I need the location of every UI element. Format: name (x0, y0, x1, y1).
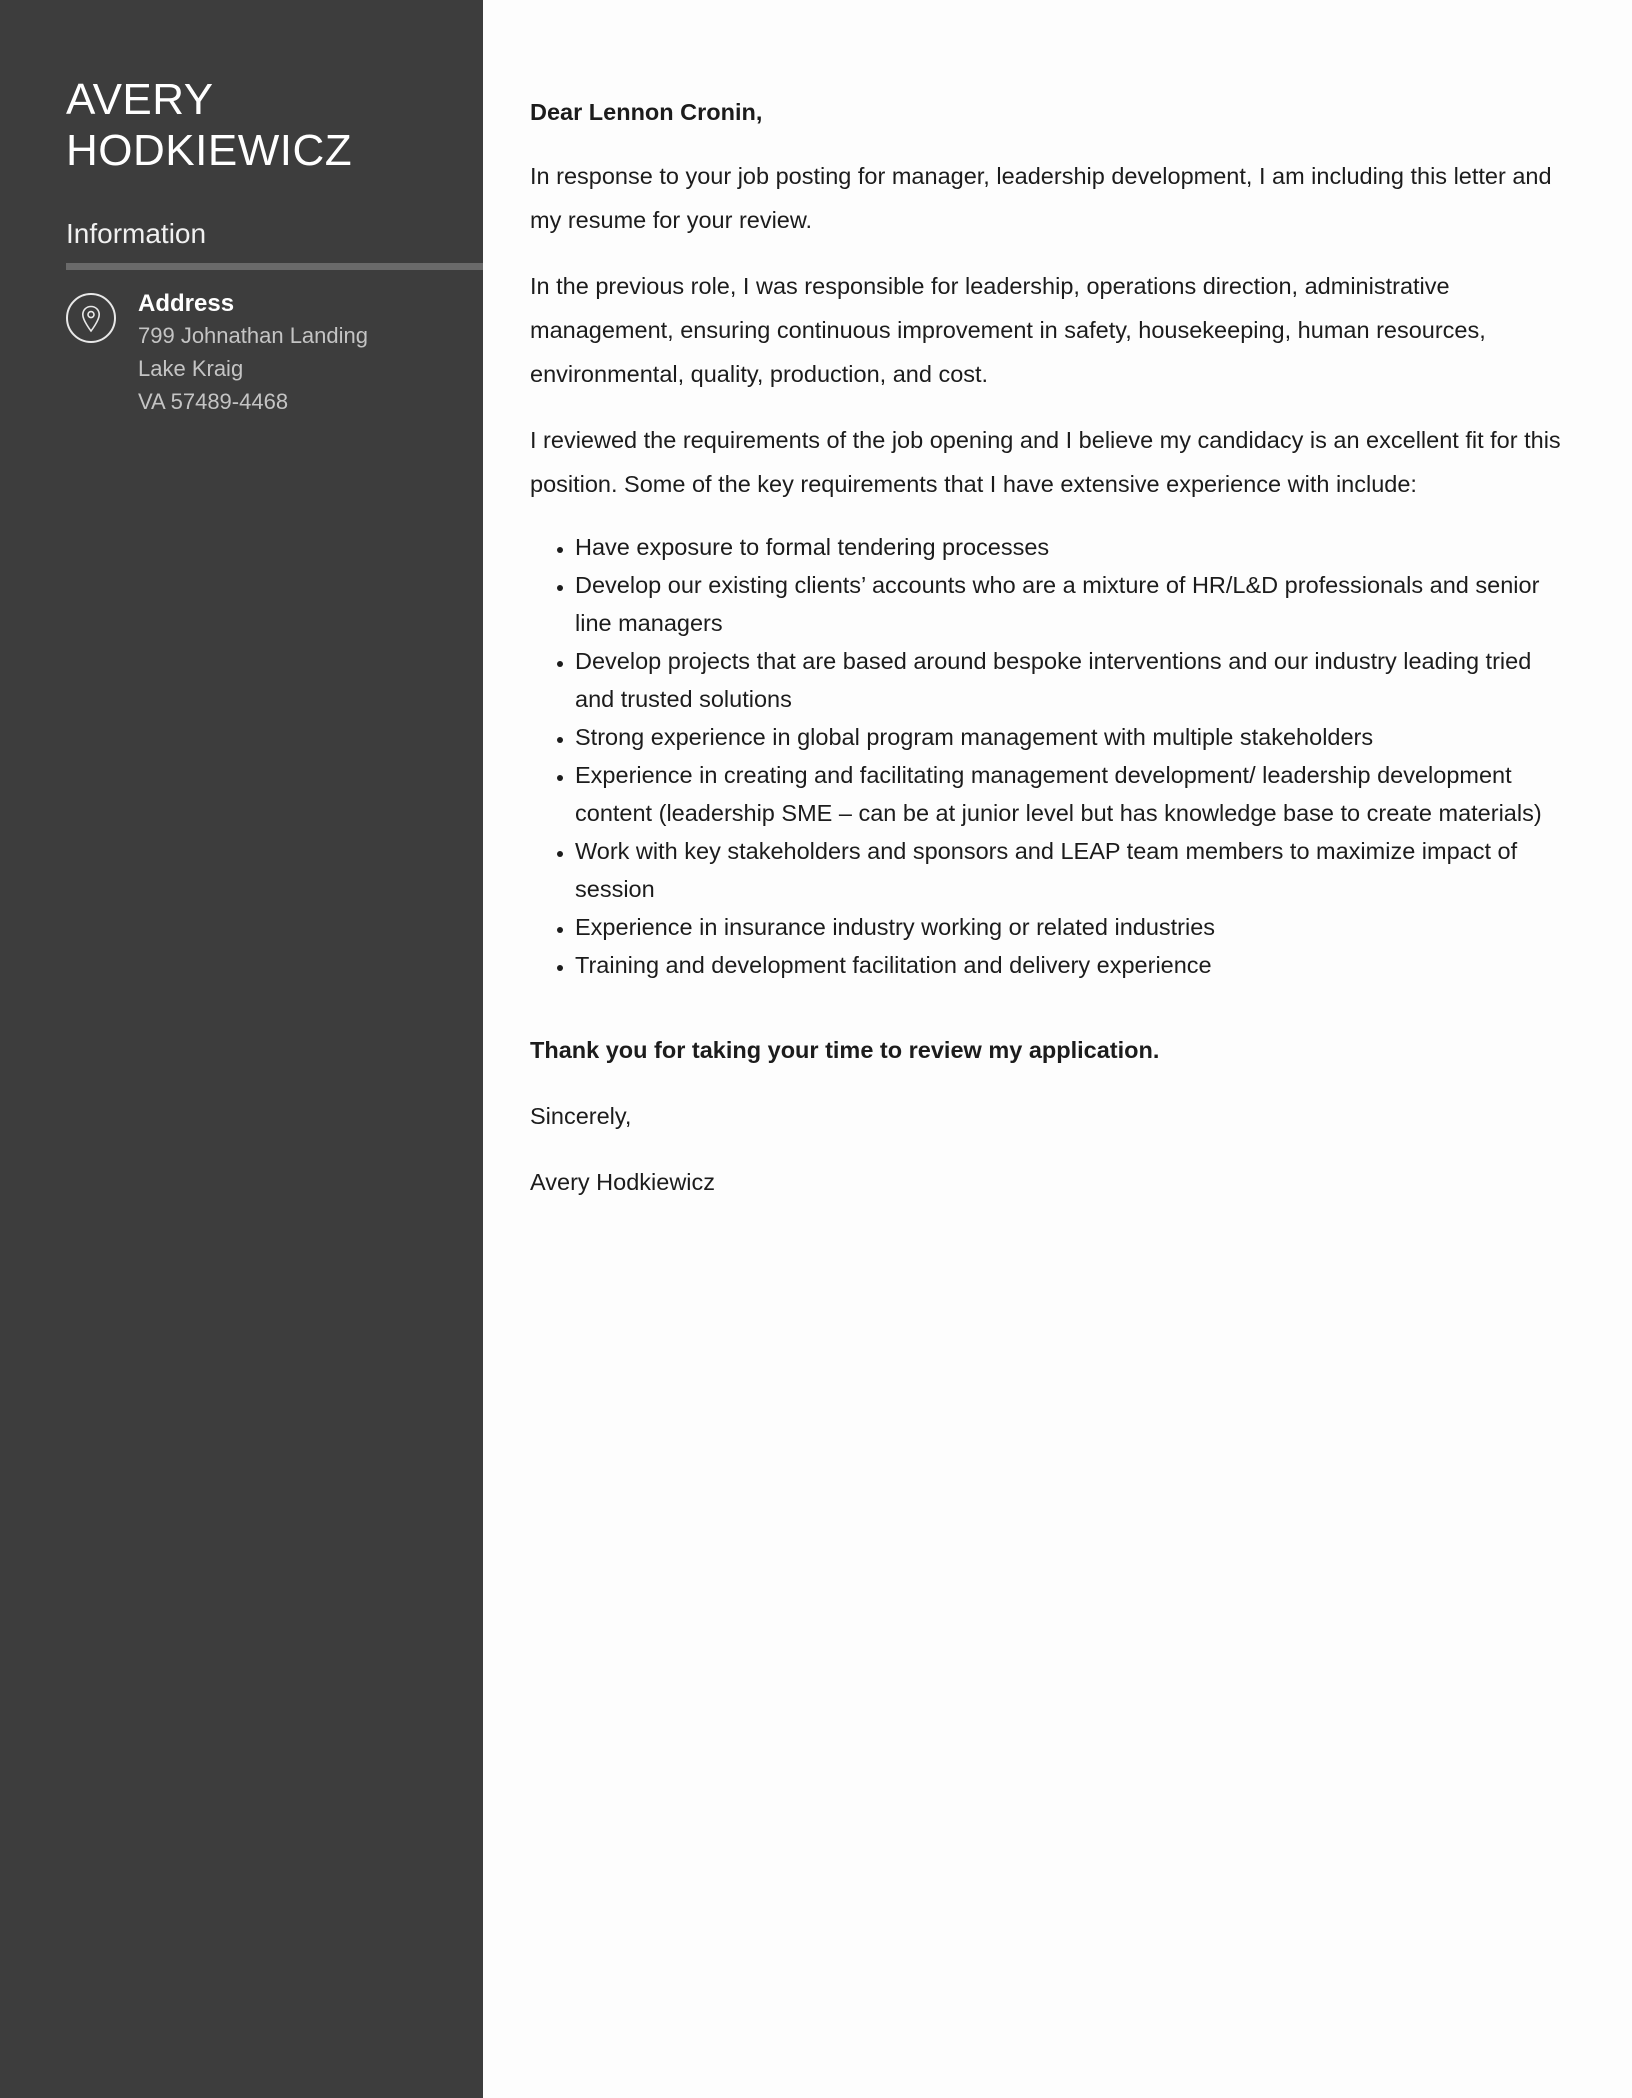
list-item: • Work with key stakeholders and sponsors and LEAP team members to maximize impact of session (575, 832, 1565, 908)
letter-signature: Avery Hodkiewicz (530, 1169, 716, 1195)
list-item: • Experience in creating and facilitating management development/ leadership development content (leadership SME – can be at junior level but has knowledge base to create materials) (575, 756, 1565, 832)
applicant-name (66, 74, 466, 176)
applicant-last-name: HODKIEWICZ (66, 126, 353, 175)
cover-letter-body (530, 92, 1565, 1226)
address-line-1: 799 Johnathan Landing (138, 323, 368, 348)
list-item: • Strong experience in global program management with multiple stakeholders (575, 718, 1565, 756)
letter-paragraph-requirements: I reviewed the requirements of the job opening and I believe my candidacy is an excellent fit for this position. Some of the key requirements that I have extensive experience with include: (530, 427, 1561, 497)
sidebar (0, 0, 483, 2098)
requirements-list (530, 528, 1565, 984)
letter-paragraph-experience: In the previous role, I was responsible for leadership, operations direction, administrative management, ensuring continuous improvement in safety, housekeeping, human resources, environmental, quality, production, and cost. (530, 273, 1486, 387)
list-item: • Develop projects that are based around bespoke interventions and our industry leading tried and trusted solutions (575, 642, 1565, 718)
location-pin-icon (66, 293, 116, 343)
letter-paragraph-intro: In response to your job posting for manager, leadership development, I am including this letter and my resume for your review. (530, 163, 1552, 233)
information-divider (66, 263, 483, 270)
list-item: • Have exposure to formal tendering processes (575, 528, 1565, 566)
list-item: • Develop our existing clients’ accounts who are a mixture of HR/L&D professionals and senior line managers (575, 566, 1565, 642)
applicant-first-name: AVERY (66, 75, 214, 124)
information-heading: Information (66, 218, 207, 249)
letter-thanks: Thank you for taking your time to review my application. (530, 1037, 1160, 1063)
address-line-3: VA 57489-4468 (138, 389, 289, 414)
list-item: • Training and development facilitation and delivery experience (575, 946, 1565, 984)
letter-greeting: Dear Lennon Cronin, (530, 99, 763, 125)
address-label: Address (138, 290, 235, 317)
letter-closing: Sincerely, (530, 1103, 632, 1129)
list-item: • Experience in insurance industry working or related industries (575, 908, 1565, 946)
address-line-2: Lake Kraig (138, 356, 244, 381)
